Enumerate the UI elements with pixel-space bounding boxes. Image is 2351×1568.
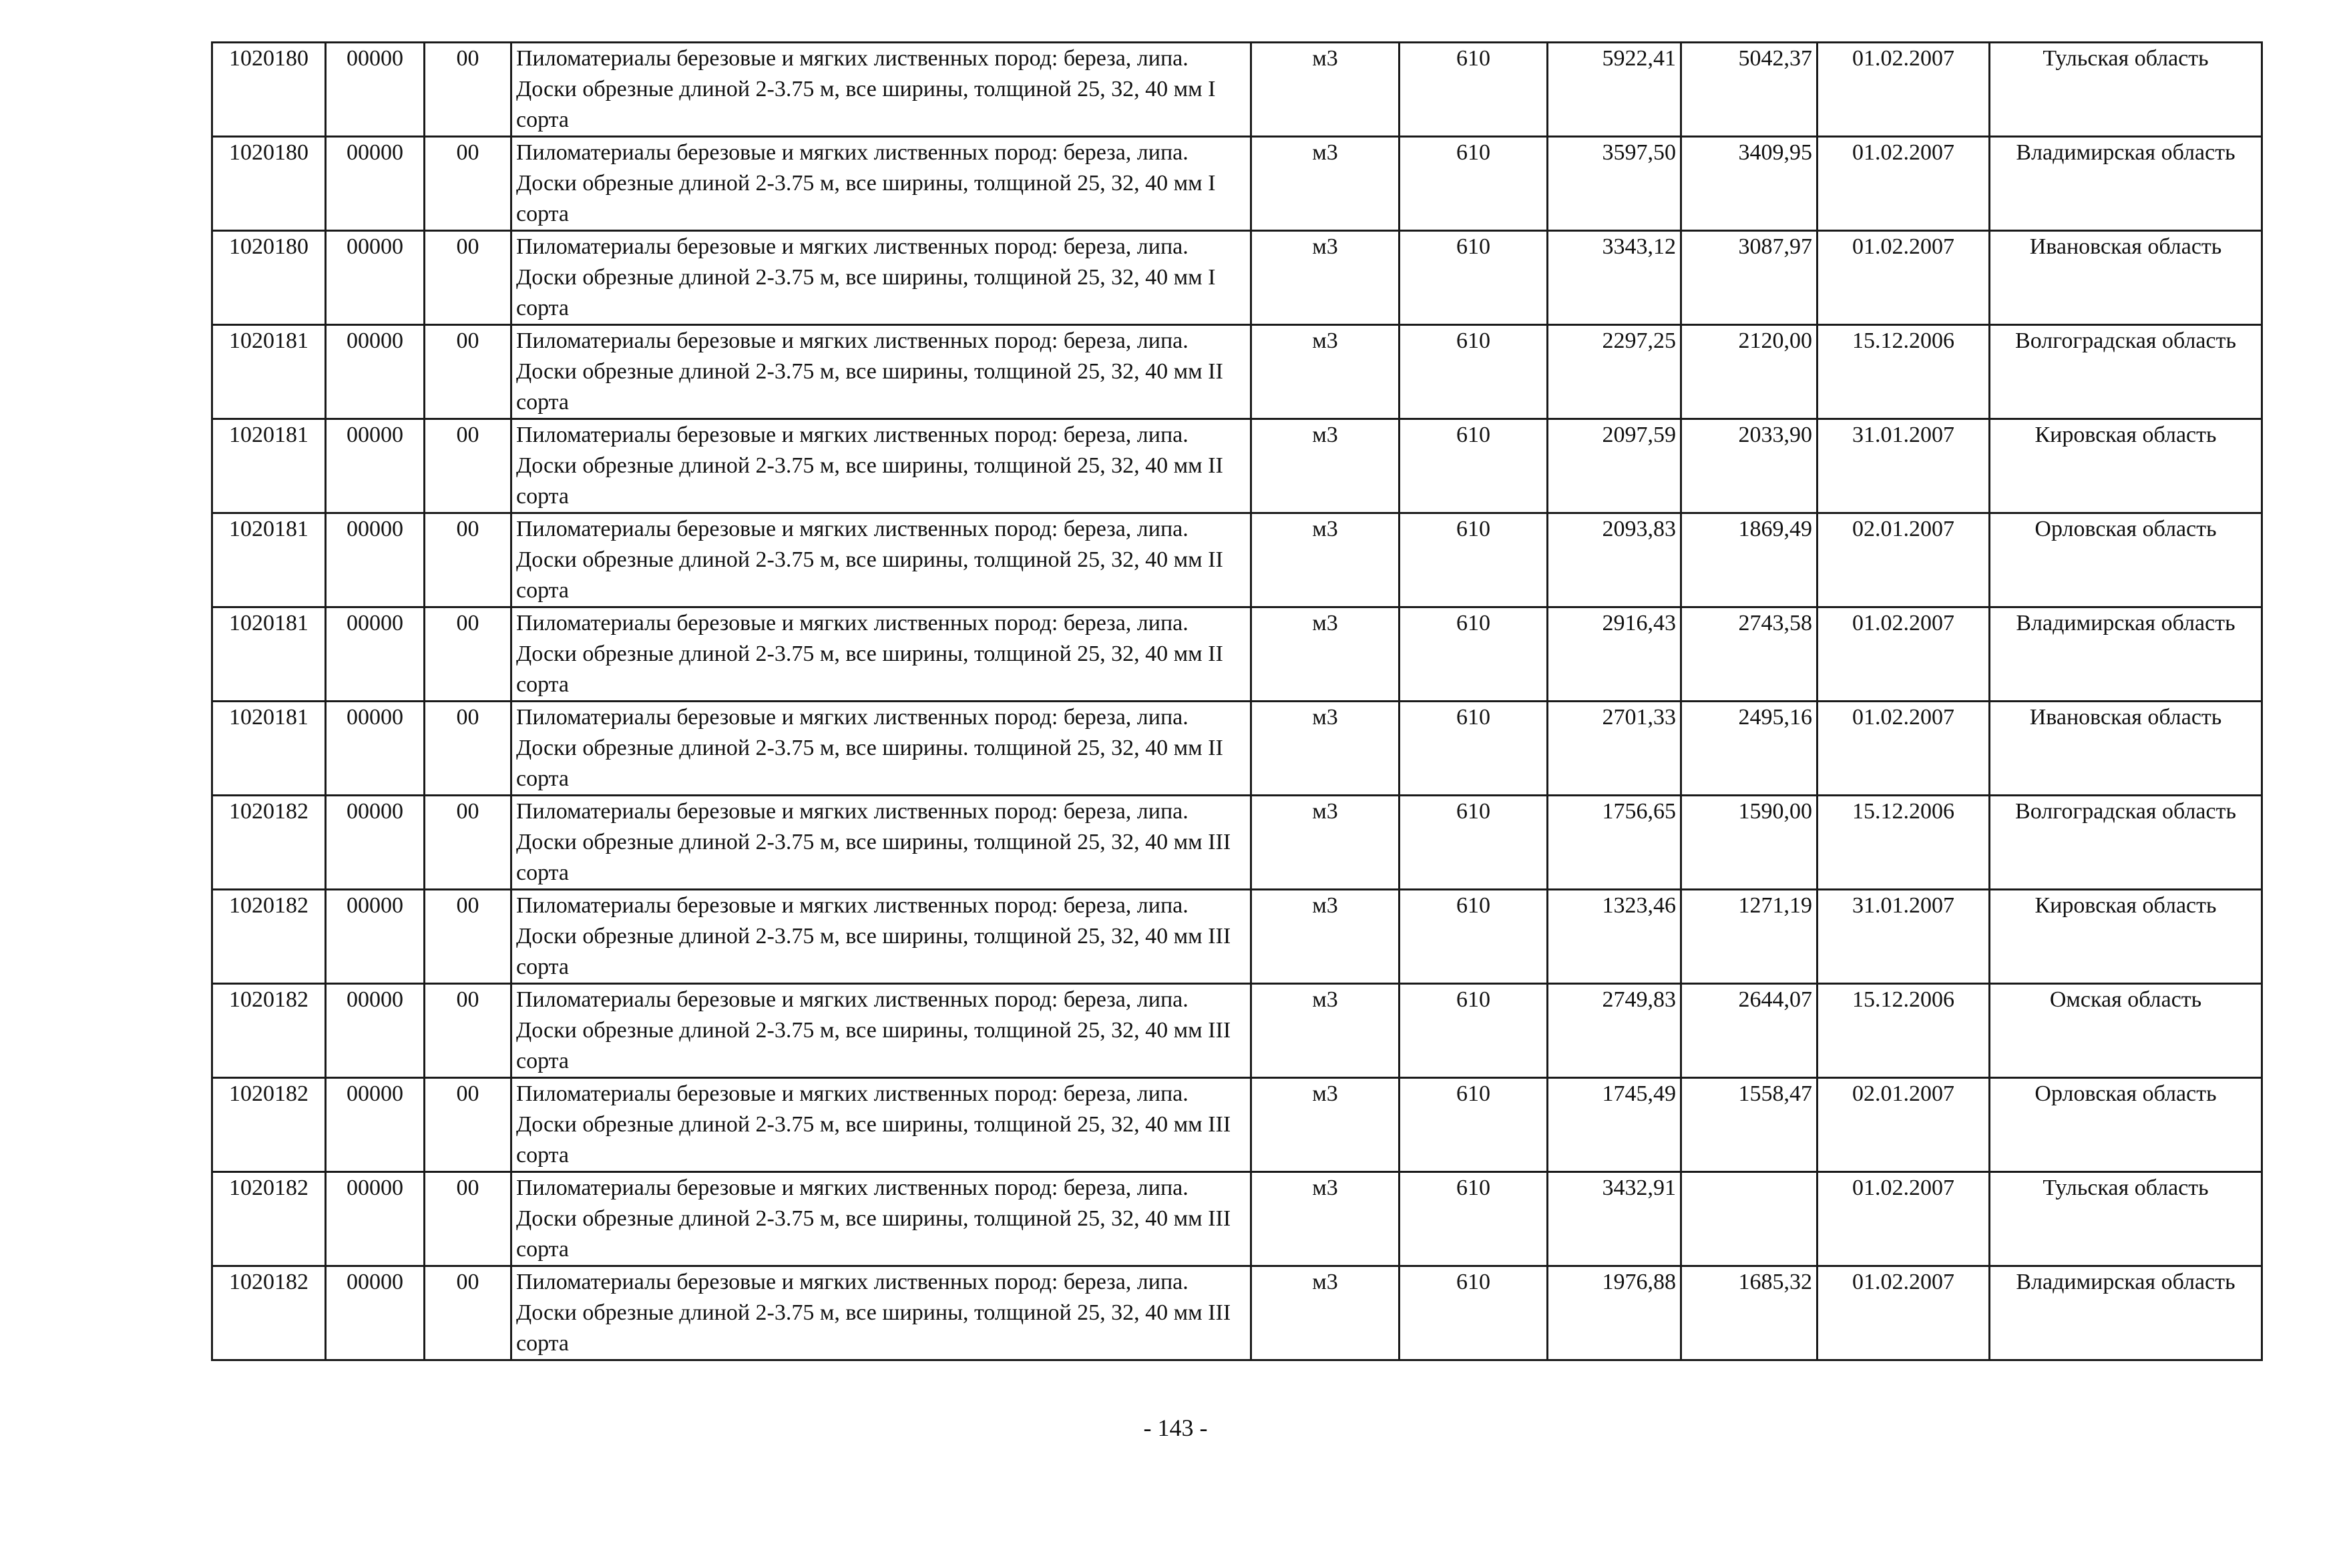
unit-cell: м3 — [1251, 890, 1400, 984]
table-body — [212, 43, 2262, 1360]
date-cell: 01.02.2007 — [1818, 607, 1990, 702]
price-cell: 3343,12 — [1548, 231, 1681, 325]
price-cell: 1976,88 — [1548, 1266, 1681, 1360]
subcode-cell: 00000 — [326, 43, 425, 137]
price-cell: 3597,50 — [1548, 137, 1681, 231]
price-without-vat-cell: 1685,32 — [1681, 1266, 1818, 1360]
region-cell: Тульская область — [1990, 1172, 2262, 1266]
description-cell: Пиломатериалы березовые и мягких лиственных пород: береза, липа. Доски обрезные длиной 2-3.75 м, все ширины, толщиной 25, 32, 40 мм II сорта — [511, 607, 1251, 702]
date-cell: 01.02.2007 — [1818, 1266, 1990, 1360]
code-cell: 1020180 — [212, 231, 326, 325]
price-cell: 3432,91 — [1548, 1172, 1681, 1266]
unit-cell: м3 — [1251, 419, 1400, 513]
suffix-cell: 00 — [425, 607, 511, 702]
date-cell: 01.02.2007 — [1818, 137, 1990, 231]
region-cell: Ивановская область — [1990, 231, 2262, 325]
unit-code-cell: 610 — [1400, 1172, 1548, 1266]
subcode-cell: 00000 — [326, 984, 425, 1078]
unit-code-cell: 610 — [1400, 607, 1548, 702]
date-cell: 01.02.2007 — [1818, 1172, 1990, 1266]
code-cell: 1020181 — [212, 513, 326, 607]
code-cell: 1020182 — [212, 984, 326, 1078]
region-cell: Орловская область — [1990, 1078, 2262, 1172]
description-cell: Пиломатериалы березовые и мягких лиственных пород: береза, липа. Доски обрезные длиной 2-3.75 м, все ширины, толщиной 25, 32, 40 мм I сорта — [511, 137, 1251, 231]
table-row — [212, 325, 2262, 419]
date-cell: 01.02.2007 — [1818, 702, 1990, 796]
subcode-cell: 00000 — [326, 231, 425, 325]
suffix-cell: 00 — [425, 890, 511, 984]
date-cell: 15.12.2006 — [1818, 796, 1990, 890]
price-without-vat-cell — [1681, 1172, 1818, 1266]
unit-code-cell: 610 — [1400, 137, 1548, 231]
date-cell: 31.01.2007 — [1818, 890, 1990, 984]
description-cell: Пиломатериалы березовые и мягких лиственных пород: береза, липа. Доски обрезные длиной 2-3.75 м, все ширины, толщиной 25, 32, 40 мм II сорта — [511, 513, 1251, 607]
region-cell: Ивановская область — [1990, 702, 2262, 796]
code-cell: 1020181 — [212, 702, 326, 796]
region-cell: Владимирская область — [1990, 607, 2262, 702]
price-without-vat-cell: 1271,19 — [1681, 890, 1818, 984]
price-without-vat-cell: 2644,07 — [1681, 984, 1818, 1078]
unit-cell: м3 — [1251, 137, 1400, 231]
unit-code-cell: 610 — [1400, 890, 1548, 984]
description-cell: Пиломатериалы березовые и мягких лиственных пород: береза, липа. Доски обрезные длиной 2-3.75 м, все ширины, толщиной 25, 32, 40 мм III сорта — [511, 1172, 1251, 1266]
date-cell: 02.01.2007 — [1818, 513, 1990, 607]
table-row — [212, 137, 2262, 231]
suffix-cell: 00 — [425, 137, 511, 231]
suffix-cell: 00 — [425, 1078, 511, 1172]
subcode-cell: 00000 — [326, 325, 425, 419]
suffix-cell: 00 — [425, 1172, 511, 1266]
code-cell: 1020181 — [212, 607, 326, 702]
description-cell: Пиломатериалы березовые и мягких лиственных пород: береза, липа. Доски обрезные длиной 2-3.75 м, все ширины, толщиной 25, 32, 40 мм I сорта — [511, 43, 1251, 137]
description-cell: Пиломатериалы березовые и мягких лиственных пород: береза, липа. Доски обрезные длиной 2-3.75 м, все ширины, толщиной 25, 32, 40 мм III сорта — [511, 890, 1251, 984]
suffix-cell: 00 — [425, 984, 511, 1078]
price-table — [211, 41, 2263, 1361]
unit-code-cell: 610 — [1400, 984, 1548, 1078]
description-cell: Пиломатериалы березовые и мягких лиственных пород: береза, липа. Доски обрезные длиной 2-3.75 м, все ширины. толщиной 25, 32, 40 мм II сорта — [511, 702, 1251, 796]
table-row — [212, 513, 2262, 607]
suffix-cell: 00 — [425, 43, 511, 137]
unit-cell: м3 — [1251, 325, 1400, 419]
unit-cell: м3 — [1251, 1172, 1400, 1266]
table-row — [212, 702, 2262, 796]
price-cell: 2093,83 — [1548, 513, 1681, 607]
price-without-vat-cell: 5042,37 — [1681, 43, 1818, 137]
subcode-cell: 00000 — [326, 419, 425, 513]
price-without-vat-cell: 3087,97 — [1681, 231, 1818, 325]
price-without-vat-cell: 3409,95 — [1681, 137, 1818, 231]
code-cell: 1020182 — [212, 796, 326, 890]
description-cell: Пиломатериалы березовые и мягких лиственных пород: береза, липа. Доски обрезные длиной 2-3.75 м, все ширины, толщиной 25, 32, 40 мм III сорта — [511, 796, 1251, 890]
unit-code-cell: 610 — [1400, 796, 1548, 890]
unit-cell: м3 — [1251, 1266, 1400, 1360]
unit-cell: м3 — [1251, 513, 1400, 607]
table-row — [212, 419, 2262, 513]
suffix-cell: 00 — [425, 702, 511, 796]
code-cell: 1020181 — [212, 325, 326, 419]
unit-code-cell: 610 — [1400, 43, 1548, 137]
region-cell: Кировская область — [1990, 419, 2262, 513]
table-row — [212, 796, 2262, 890]
table-row — [212, 1172, 2262, 1266]
date-cell: 15.12.2006 — [1818, 984, 1990, 1078]
region-cell: Владимирская область — [1990, 1266, 2262, 1360]
unit-code-cell: 610 — [1400, 325, 1548, 419]
price-cell: 1756,65 — [1548, 796, 1681, 890]
date-cell: 01.02.2007 — [1818, 231, 1990, 325]
subcode-cell: 00000 — [326, 1172, 425, 1266]
price-without-vat-cell: 1590,00 — [1681, 796, 1818, 890]
price-cell: 2916,43 — [1548, 607, 1681, 702]
unit-cell: м3 — [1251, 984, 1400, 1078]
region-cell: Волгоградская область — [1990, 796, 2262, 890]
price-without-vat-cell: 1869,49 — [1681, 513, 1818, 607]
unit-code-cell: 610 — [1400, 1078, 1548, 1172]
subcode-cell: 00000 — [326, 513, 425, 607]
price-cell: 5922,41 — [1548, 43, 1681, 137]
code-cell: 1020182 — [212, 1266, 326, 1360]
price-cell: 2701,33 — [1548, 702, 1681, 796]
suffix-cell: 00 — [425, 325, 511, 419]
suffix-cell: 00 — [425, 796, 511, 890]
date-cell: 15.12.2006 — [1818, 325, 1990, 419]
date-cell: 02.01.2007 — [1818, 1078, 1990, 1172]
description-cell: Пиломатериалы березовые и мягких лиственных пород: береза, липа. Доски обрезные длиной 2-3.75 м, все ширины, толщиной 25, 32, 40 мм II сорта — [511, 325, 1251, 419]
subcode-cell: 00000 — [326, 1078, 425, 1172]
code-cell: 1020182 — [212, 1172, 326, 1266]
description-cell: Пиломатериалы березовые и мягких лиственных пород: береза, липа. Доски обрезные длиной 2-3.75 м, все ширины, толщиной 25, 32, 40 мм III сорта — [511, 1078, 1251, 1172]
code-cell: 1020182 — [212, 1078, 326, 1172]
page-number: - 143 - — [1143, 1414, 1208, 1441]
region-cell: Кировская область — [1990, 890, 2262, 984]
subcode-cell: 00000 — [326, 1266, 425, 1360]
suffix-cell: 00 — [425, 513, 511, 607]
description-cell: Пиломатериалы березовые и мягких лиственных пород: береза, липа. Доски обрезные длиной 2-3.75 м, все ширины, толщиной 25, 32, 40 мм II сорта — [511, 419, 1251, 513]
subcode-cell: 00000 — [326, 702, 425, 796]
subcode-cell: 00000 — [326, 607, 425, 702]
code-cell: 1020182 — [212, 890, 326, 984]
unit-cell: м3 — [1251, 702, 1400, 796]
table-row — [212, 43, 2262, 137]
price-without-vat-cell: 1558,47 — [1681, 1078, 1818, 1172]
unit-cell: м3 — [1251, 796, 1400, 890]
unit-cell: м3 — [1251, 231, 1400, 325]
unit-cell: м3 — [1251, 1078, 1400, 1172]
unit-cell: м3 — [1251, 607, 1400, 702]
price-cell: 1323,46 — [1548, 890, 1681, 984]
table-row — [212, 607, 2262, 702]
unit-cell: м3 — [1251, 43, 1400, 137]
table-row — [212, 984, 2262, 1078]
price-cell: 1745,49 — [1548, 1078, 1681, 1172]
table-row — [212, 890, 2262, 984]
table-row — [212, 1266, 2262, 1360]
table-row — [212, 1078, 2262, 1172]
subcode-cell: 00000 — [326, 137, 425, 231]
price-without-vat-cell: 2120,00 — [1681, 325, 1818, 419]
unit-code-cell: 610 — [1400, 419, 1548, 513]
suffix-cell: 00 — [425, 419, 511, 513]
price-without-vat-cell: 2033,90 — [1681, 419, 1818, 513]
unit-code-cell: 610 — [1400, 231, 1548, 325]
region-cell: Волгоградская область — [1990, 325, 2262, 419]
region-cell: Омская область — [1990, 984, 2262, 1078]
code-cell: 1020181 — [212, 419, 326, 513]
price-cell: 2749,83 — [1548, 984, 1681, 1078]
subcode-cell: 00000 — [326, 796, 425, 890]
region-cell: Тульская область — [1990, 43, 2262, 137]
price-cell: 2097,59 — [1548, 419, 1681, 513]
unit-code-cell: 610 — [1400, 513, 1548, 607]
suffix-cell: 00 — [425, 231, 511, 325]
code-cell: 1020180 — [212, 43, 326, 137]
unit-code-cell: 610 — [1400, 1266, 1548, 1360]
price-cell: 2297,25 — [1548, 325, 1681, 419]
region-cell: Владимирская область — [1990, 137, 2262, 231]
date-cell: 31.01.2007 — [1818, 419, 1990, 513]
description-cell: Пиломатериалы березовые и мягких лиственных пород: береза, липа. Доски обрезные длиной 2-3.75 м, все ширины, толщиной 25, 32, 40 мм III сорта — [511, 1266, 1251, 1360]
date-cell: 01.02.2007 — [1818, 43, 1990, 137]
description-cell: Пиломатериалы березовые и мягких лиственных пород: береза, липа. Доски обрезные длиной 2-3.75 м, все ширины, толщиной 25, 32, 40 мм III сорта — [511, 984, 1251, 1078]
price-without-vat-cell: 2495,16 — [1681, 702, 1818, 796]
table-row — [212, 231, 2262, 325]
price-without-vat-cell: 2743,58 — [1681, 607, 1818, 702]
subcode-cell: 00000 — [326, 890, 425, 984]
code-cell: 1020180 — [212, 137, 326, 231]
unit-code-cell: 610 — [1400, 702, 1548, 796]
description-cell: Пиломатериалы березовые и мягких лиственных пород: береза, липа. Доски обрезные длиной 2-3.75 м, все ширины, толщиной 25, 32, 40 мм I сорта — [511, 231, 1251, 325]
suffix-cell: 00 — [425, 1266, 511, 1360]
region-cell: Орловская область — [1990, 513, 2262, 607]
